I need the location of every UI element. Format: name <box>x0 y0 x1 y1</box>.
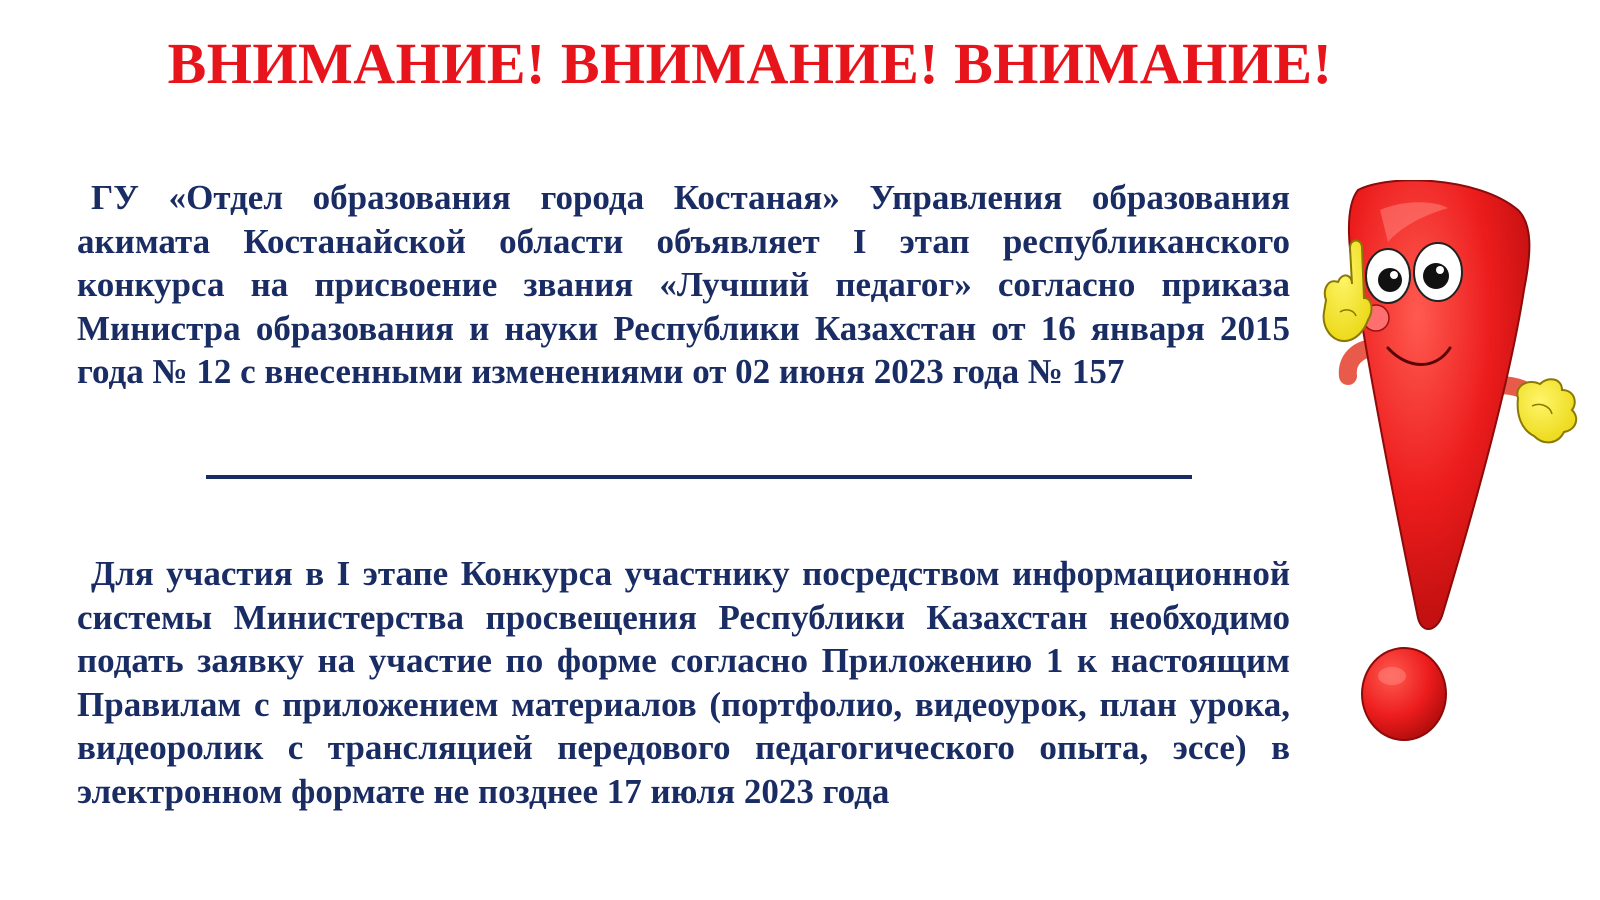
announcement-text: ГУ «Отдел образования города Костаная» Управления образования акимата Костанайской области объявляет I этап республиканского конкурса на присвоение звания «Лучший педагог» согласно приказа Министра образования и науки Республики Казахстан от 16 января 2015 года № 12 с внесенными изменениями от 02 июня 2023 года № 157 <box>77 178 1290 391</box>
participation-text: Для участия в I этапе Конкурса участнику посредством информационной системы Министерства просвещения Республики Казахстан необходимо подать заявку на участие по форме согласно Приложению 1 к настоящим Правилам с приложением материалов (портфолио, видеоурок, план урока, видеоролик с трансляцией передового педагогического опыта, эссе) в электронном формате не позднее 17 июля 2023 года <box>77 554 1290 811</box>
participation-paragraph <box>77 552 1290 813</box>
exclamation-mark-cartoon-icon <box>1318 180 1600 770</box>
headline: ВНИМАНИЕ! ВНИМАНИЕ! ВНИМАНИЕ! <box>167 31 1333 96</box>
divider-line <box>206 475 1192 479</box>
announcement-paragraph <box>77 176 1290 394</box>
